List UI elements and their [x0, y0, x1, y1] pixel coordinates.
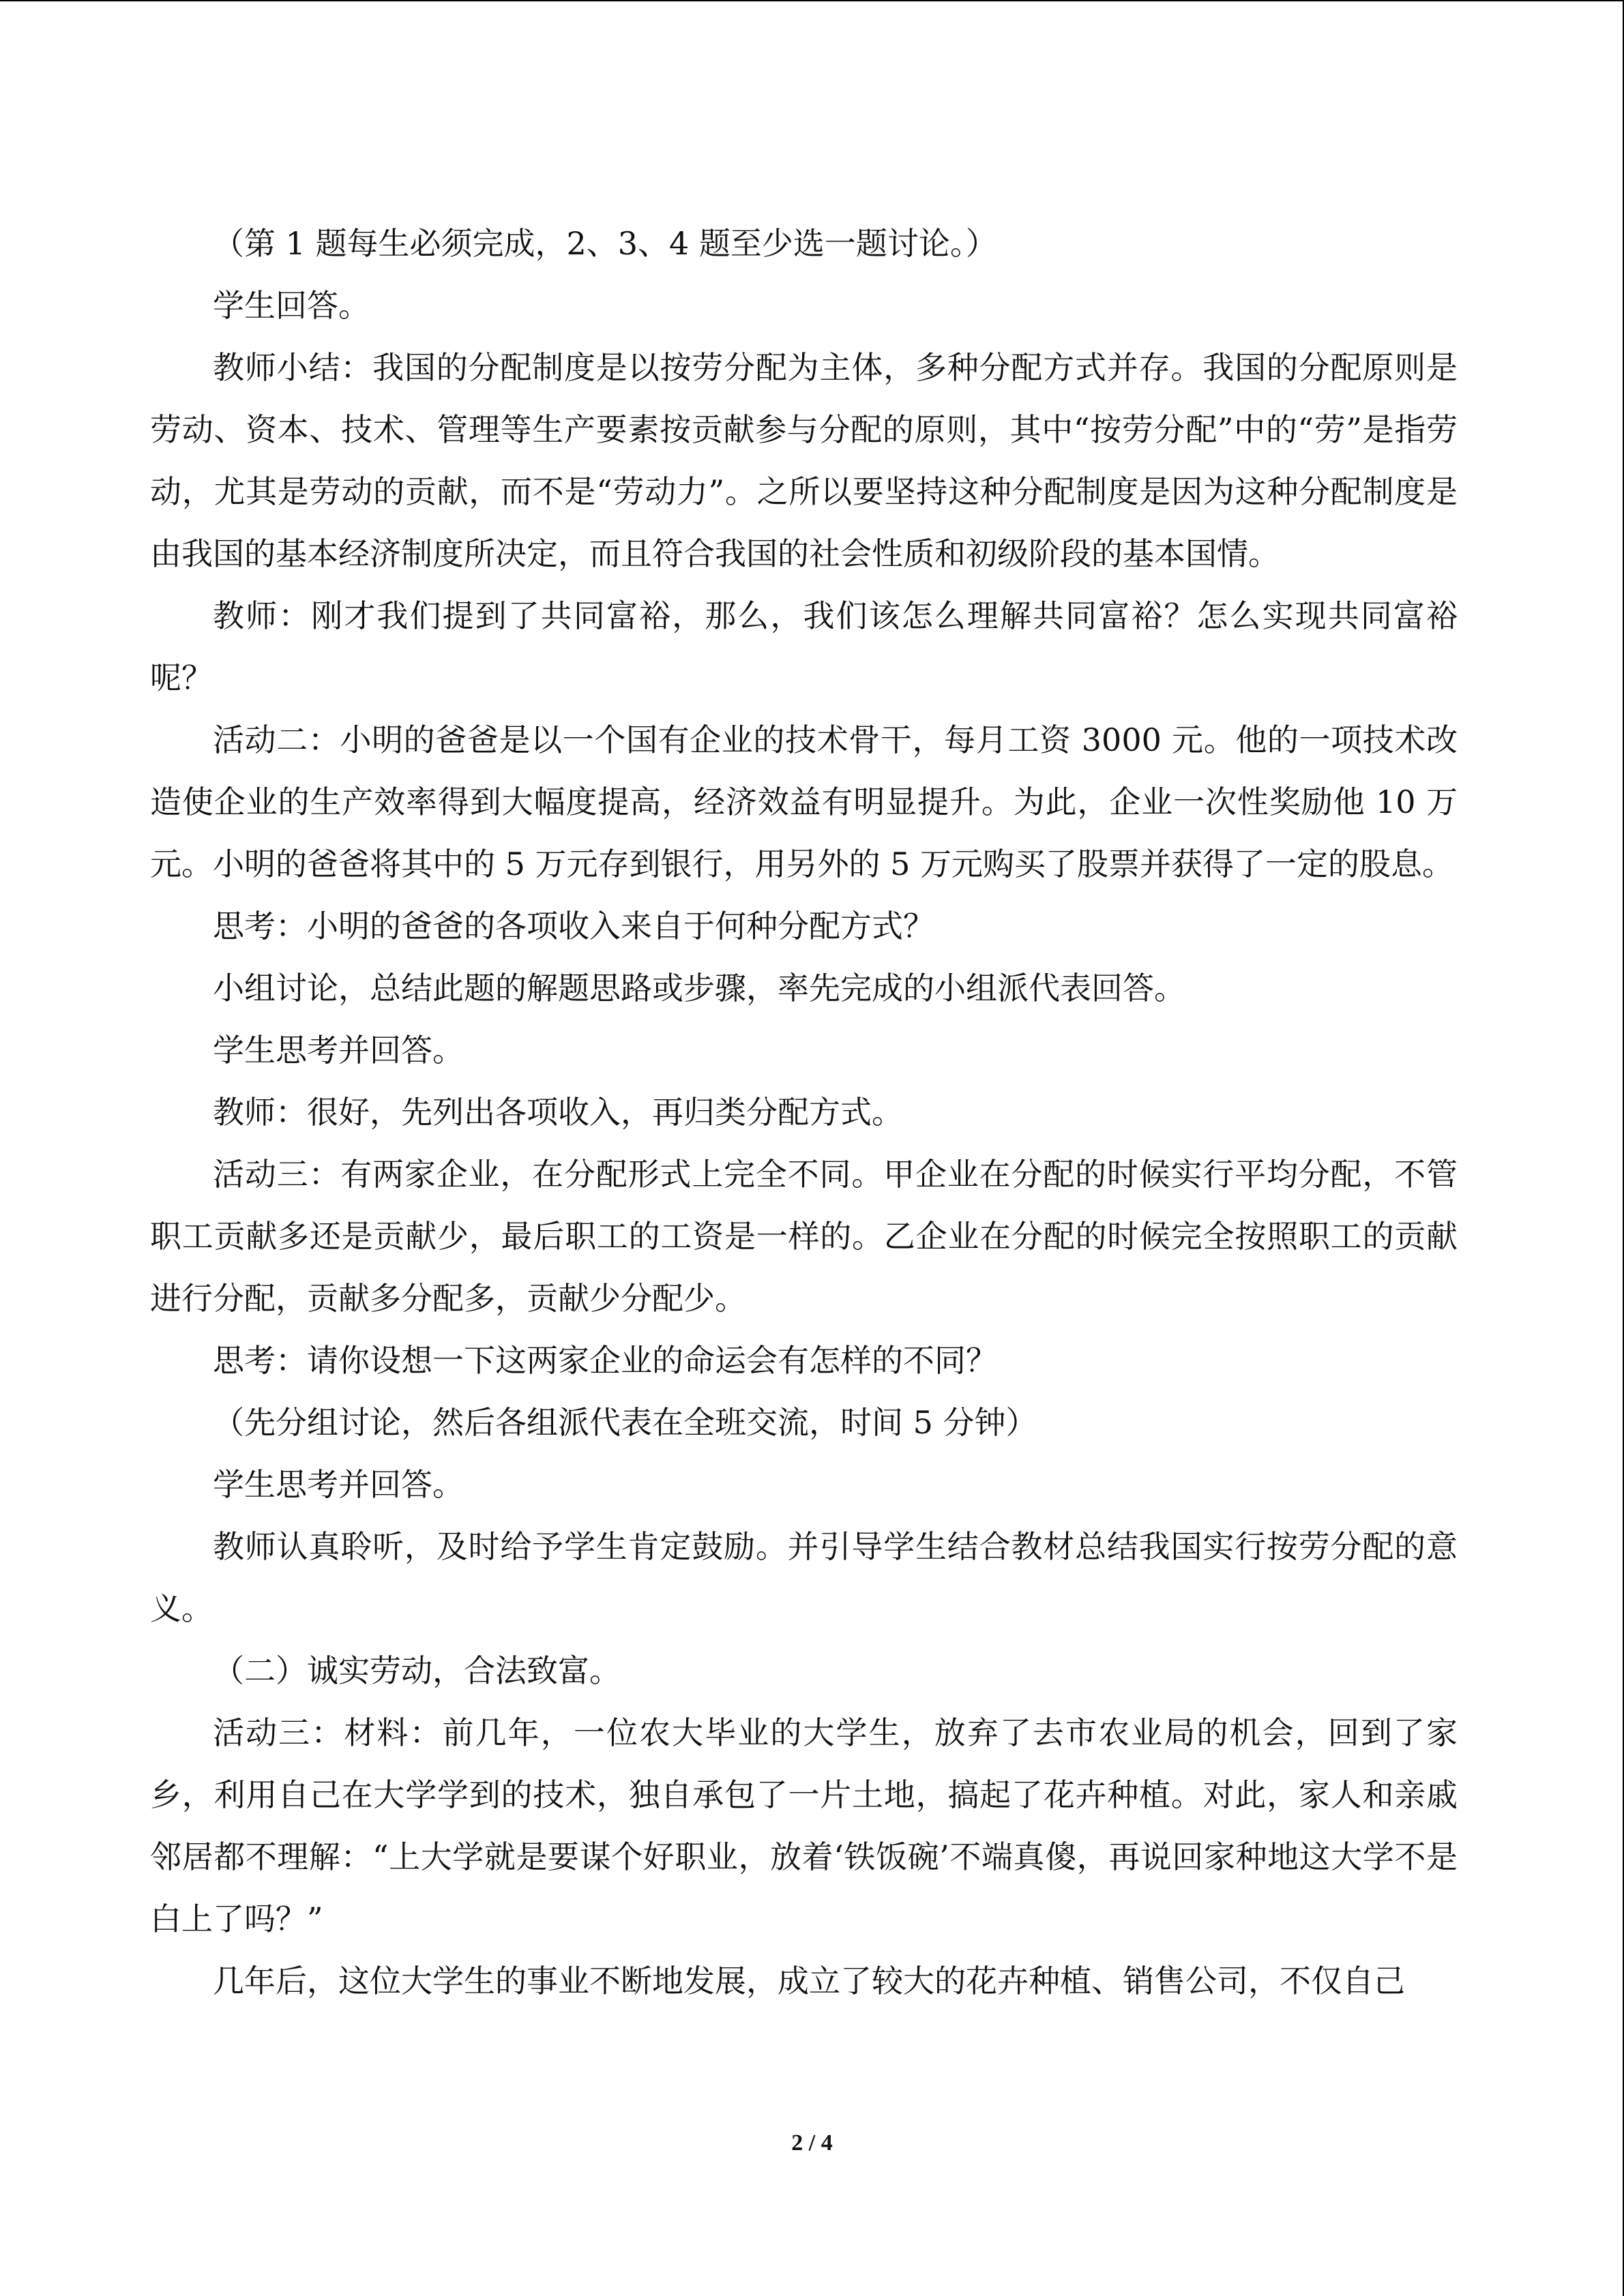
page-number: 2 / 4 [791, 2130, 833, 2156]
paragraph: 学生回答。 [213, 287, 370, 324]
paragraph: 教师小结：我国的分配制度是以按劳分配为主体，多种分配方式并存。我国的分配原则是劳动、资本、技术、管理等生产要素按贡献参与分配的原则，其中“按劳分配”中的“劳”是指劳动，尤其是劳动的贡献，而不是“劳动力”。之所以要坚持这种分配制度是因为这种分配制度是由我国的基本经济制度所决定，而且符合我国的社会性质和初级阶段的基本国情。 [150, 349, 1458, 572]
paragraph: 学生思考并回答。 [213, 1032, 464, 1069]
paragraph: 学生思考并回答。 [213, 1466, 464, 1503]
section-heading: （二）诚实劳动，合法致富。 [213, 1652, 621, 1689]
paragraph: 活动三：有两家企业，在分配形式上完全不同。甲企业在分配的时候实行平均分配，不管职工贡献多还是贡献少，最后职工的工资是一样的。乙企业在分配的时候完全按照职工的贡献进行分配，贡献多分配多，贡献少分配少。 [150, 1156, 1458, 1317]
paragraph: 活动三：材料：前几年，一位农大毕业的大学生，放弃了去市农业局的机会，回到了家乡，利用自己在大学学到的技术，独自承包了一片土地，搞起了花卉种植。对此，家人和亲戚邻居都不理解：“上大学就是要谋个好职业，放着‘铁饭碗’不端真傻，再说回家种地这大学不是白上了吗？” [150, 1714, 1458, 1937]
paragraph: （第 1 题每生必须完成，2、3、4 题至少选一题讨论。） [213, 225, 997, 262]
top-border-line [0, 0, 1624, 1]
paragraph: 教师：很好，先列出各项收入，再归类分配方式。 [213, 1094, 903, 1131]
paragraph: 思考：请你设想一下这两家企业的命运会有怎样的不同？ [213, 1342, 997, 1379]
body-text [150, 213, 1458, 2012]
paragraph: 教师认真聆听，及时给予学生肯定鼓励。并引导学生结合教材总结我国实行按劳分配的意义。 [150, 1528, 1458, 1627]
paragraph: 教师：刚才我们提到了共同富裕，那么，我们该怎么理解共同富裕？怎么实现共同富裕呢？ [150, 597, 1458, 696]
paragraph: 几年后，这位大学生的事业不断地发展，成立了较大的花卉种植、销售公司，不仅自己 [213, 1963, 1405, 1999]
paragraph: （先分组讨论，然后各组派代表在全班交流，时间 5 分钟） [213, 1404, 1037, 1441]
paragraph: 活动二：小明的爸爸是以一个国有企业的技术骨干，每月工资 3000 元。他的一项技术改造使企业的生产效率得到大幅度提高，经济效益有明显提升。为此，企业一次性奖励他 10 万元。小明的爸爸将其中的 5 万元存到银行，用另外的 5 万元购买了股票并获得了一定的股息。 [150, 721, 1458, 882]
paragraph: 思考：小明的爸爸的各项收入来自于何种分配方式？ [213, 908, 934, 944]
paragraph: 小组讨论，总结此题的解题思路或步骤，率先完成的小组派代表回答。 [213, 970, 1185, 1007]
